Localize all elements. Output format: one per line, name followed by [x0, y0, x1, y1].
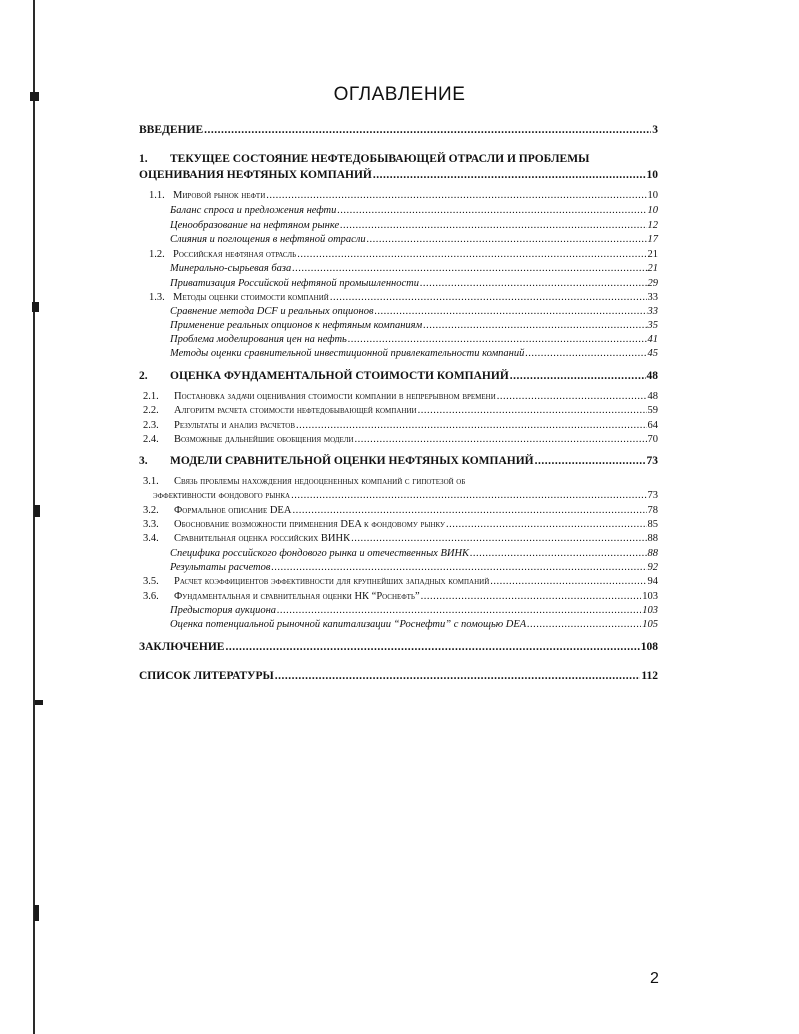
toc-entry-page: 33 — [647, 292, 658, 303]
toc-entry-page: 3 — [652, 124, 658, 136]
toc-entry-text: Фундаментальная и сравнительная оценки НК “Роснефть” — [174, 591, 420, 602]
dot-leader — [418, 405, 647, 416]
toc-entry — [143, 533, 658, 544]
dot-leader — [446, 519, 647, 530]
toc-entry — [149, 292, 658, 303]
toc-entry-page: 73 — [646, 455, 658, 467]
toc-entry-text: Ценообразование на нефтяном рынке — [170, 220, 340, 231]
toc-entry-number: 3. — [139, 455, 148, 467]
toc-title: ОГЛАВЛЕНИЕ — [333, 84, 466, 105]
toc-entry-number: 3.3. — [143, 519, 159, 530]
dot-leader — [525, 348, 646, 359]
toc-entry-text: Предыстория аукциона — [170, 605, 277, 616]
scan-artifact — [32, 302, 39, 312]
toc-entry-text: Проблема моделирования цен на нефть — [170, 334, 347, 345]
toc-entry — [149, 190, 658, 201]
toc-entry-continuation — [139, 169, 658, 181]
toc-entry-text: Слияния и поглощения в нефтяной отрасли — [170, 234, 366, 245]
toc-entry — [143, 391, 658, 402]
toc-entry-number: 2.1. — [143, 391, 159, 402]
toc-entry-text: Специфика российского фондового рынка и отечественных ВИНК — [170, 548, 470, 559]
scan-margin-line — [33, 0, 35, 1034]
toc-entry-number: 3.5. — [143, 576, 159, 587]
toc-entry-text: Результаты расчетов — [170, 562, 271, 573]
toc-entry-page: 48 — [646, 370, 658, 382]
toc-entry — [139, 455, 658, 467]
toc-entry-page: 103 — [642, 591, 658, 602]
toc-entry-text: Мировой рынок нефти — [173, 190, 266, 201]
toc-entry-text: Сравнительная оценка российских ВИНК — [174, 533, 351, 544]
toc-entry-number: 1.1. — [149, 190, 165, 201]
toc-entry-text: ЗАКЛЮЧЕНИЕ — [139, 641, 225, 653]
toc-entry — [139, 370, 658, 382]
toc-entry-number: 3.1. — [143, 476, 159, 487]
dot-leader — [204, 124, 651, 136]
toc-entry-text: Оценка потенциальной рыночной капитализации “Роснефти” с помощью DEA — [170, 619, 527, 630]
toc-entry — [143, 505, 658, 516]
toc-entry-number: 1.3. — [149, 292, 165, 303]
toc-entry — [139, 670, 658, 682]
toc-entry-page: 103 — [642, 605, 658, 616]
toc-entry-text: МОДЕЛИ СРАВНИТЕЛЬНОЙ ОЦЕНКИ НЕФТЯНЫХ КОМПАНИЙ — [170, 455, 534, 467]
toc-entry-page: 17 — [647, 234, 658, 245]
toc-entry-page: 29 — [647, 278, 658, 289]
toc-entry-page: 88 — [647, 548, 658, 559]
toc-entry-page: 10 — [646, 169, 658, 181]
toc-entry-text: Российская нефтяная отрасль — [173, 249, 297, 260]
toc-entry-number: 1. — [139, 153, 148, 165]
toc-entry — [139, 153, 658, 165]
toc-entry-number: 2.2. — [143, 405, 159, 416]
toc-entry-text: Расчет коэффициентов эффективности для крупнейших западных компаний — [174, 576, 490, 587]
toc-entry-page: 92 — [647, 562, 658, 573]
toc-entry-page: 85 — [647, 519, 658, 530]
dot-leader — [420, 278, 646, 289]
dot-leader — [225, 641, 639, 653]
toc-entry-text: ВВЕДЕНИЕ — [139, 124, 204, 136]
dot-leader — [337, 205, 646, 216]
dot-leader — [340, 220, 646, 231]
toc-entry — [139, 641, 658, 653]
dot-leader — [291, 490, 646, 501]
dot-leader — [292, 263, 646, 274]
toc-entry-page: 10 — [647, 205, 658, 216]
toc-entry-page: 105 — [642, 619, 658, 630]
toc-entry — [149, 249, 658, 260]
toc-entry-text: Связь проблемы нахождения недооцененных компаний с гипотезой об — [174, 476, 466, 487]
toc-entry-page: 48 — [647, 391, 658, 402]
toc-entry-page: 78 — [647, 505, 658, 516]
dot-leader — [277, 605, 641, 616]
toc-entry-text: СПИСОК ЛИТЕРАТУРЫ — [139, 670, 274, 682]
toc-entry-continuation — [153, 490, 658, 501]
toc-entry-text: Минерально-сырьевая база — [170, 263, 292, 274]
toc-entry-page: 108 — [640, 641, 658, 653]
toc-entry — [139, 605, 658, 616]
dot-leader — [351, 533, 646, 544]
toc-entry-text: Методы оценки стоимости компаний — [173, 292, 329, 303]
toc-entry — [139, 619, 658, 630]
toc-entry — [139, 334, 658, 345]
toc-entry-text: Результаты и анализ расчетов — [174, 420, 296, 431]
dot-leader — [470, 548, 646, 559]
toc-entry-number: 3.4. — [143, 533, 159, 544]
dot-leader — [275, 670, 641, 682]
toc-entry — [139, 348, 658, 359]
toc-entry — [143, 476, 658, 487]
dot-leader — [271, 562, 646, 573]
toc-entry-text: ОЦЕНИВАНИЯ НЕФТЯНЫХ КОМПАНИЙ — [139, 169, 372, 181]
toc-entry-text: Методы оценки сравнительной инвестиционной привлекательности компаний — [170, 348, 525, 359]
toc-entry — [143, 519, 658, 530]
toc-entry-text: Алгоритм расчета стоимости нефтедобывающей компании — [174, 405, 417, 416]
toc-entry-text: ОЦЕНКА ФУНДАМЕНТАЛЬНОЙ СТОИМОСТИ КОМПАНИЙ — [170, 370, 509, 382]
toc-entry — [139, 306, 658, 317]
dot-leader — [330, 292, 647, 303]
toc-entry-page: 10 — [647, 190, 658, 201]
toc-entry — [143, 405, 658, 416]
toc-entry-page: 12 — [647, 220, 658, 231]
dot-leader — [348, 334, 647, 345]
toc-entry-page: 41 — [647, 334, 658, 345]
toc-entry-page: 112 — [641, 670, 658, 682]
toc-entry-text: Сравнение метода DCF и реальных опционов — [170, 306, 374, 317]
toc-entry — [139, 263, 658, 274]
toc-entry — [139, 278, 658, 289]
dot-leader — [292, 505, 646, 516]
dot-leader — [423, 320, 646, 331]
toc-entry-page: 35 — [647, 320, 658, 331]
dot-leader — [490, 576, 646, 587]
toc-entry-page: 59 — [647, 405, 658, 416]
toc-entry-text: Приватизация Российской нефтяной промышленности — [170, 278, 420, 289]
toc-entry — [139, 205, 658, 216]
toc-entry — [143, 420, 658, 431]
toc-entry — [139, 562, 658, 573]
toc-entry-text: Обоснование возможности применения DEA к фондовому рынку — [174, 519, 445, 530]
toc-entry-text: Баланс спроса и предложения нефти — [170, 205, 337, 216]
scan-artifact — [34, 505, 40, 517]
toc-entry-page: 33 — [647, 306, 658, 317]
dot-leader — [296, 420, 646, 431]
toc-entry-number: 1.2. — [149, 249, 165, 260]
dot-leader — [375, 306, 647, 317]
toc-entry — [139, 220, 658, 231]
toc-entry-page: 21 — [647, 263, 658, 274]
dot-leader — [266, 190, 646, 201]
toc-entry-text: ТЕКУЩЕЕ СОСТОЯНИЕ НЕФТЕДОБЫВАЮЩЕЙ ОТРАСЛИ И ПРОБЛЕМЫ — [170, 153, 590, 165]
toc-entry-page: 64 — [647, 420, 658, 431]
toc-entry-page: 88 — [647, 533, 658, 544]
toc-entry — [139, 548, 658, 559]
toc-entry — [143, 576, 658, 587]
dot-leader — [497, 391, 647, 402]
toc-entry-text: Постановка задачи оценивания стоимости компании в непрерывном времени — [174, 391, 496, 402]
toc-entry-page: 73 — [647, 490, 658, 501]
scan-artifact — [35, 700, 43, 705]
toc-entry — [139, 234, 658, 245]
dot-leader — [367, 234, 647, 245]
toc-entry-page: 94 — [647, 576, 658, 587]
dot-leader — [297, 249, 646, 260]
toc-entry-number: 3.2. — [143, 505, 159, 516]
toc-entry-number: 2.4. — [143, 434, 159, 445]
page-number: 2 — [650, 970, 659, 987]
toc-entry-text: Применение реальных опционов к нефтяным компаниям — [170, 320, 423, 331]
toc-entry — [139, 124, 658, 136]
scan-artifact — [34, 905, 39, 921]
toc-entry — [143, 434, 658, 445]
toc-entry-text: Возможные дальнейшие обобщения модели — [174, 434, 354, 445]
toc-entry-text: эффективности фондового рынка — [153, 490, 291, 501]
dot-leader — [510, 370, 646, 382]
dot-leader — [535, 455, 646, 467]
dot-leader — [373, 169, 646, 181]
toc-entry-number: 3.6. — [143, 591, 159, 602]
toc-entry-page: 21 — [647, 249, 658, 260]
dot-leader — [527, 619, 641, 630]
toc-entry-number: 2. — [139, 370, 148, 382]
dot-leader — [421, 591, 642, 602]
toc-entry-text: Формальное описание DEA — [174, 505, 292, 516]
dot-leader — [355, 434, 647, 445]
toc-entry-number: 2.3. — [143, 420, 159, 431]
toc-entry-page: 45 — [647, 348, 658, 359]
toc-entry — [139, 320, 658, 331]
toc-entry-page: 70 — [647, 434, 658, 445]
toc-entry — [143, 591, 658, 602]
